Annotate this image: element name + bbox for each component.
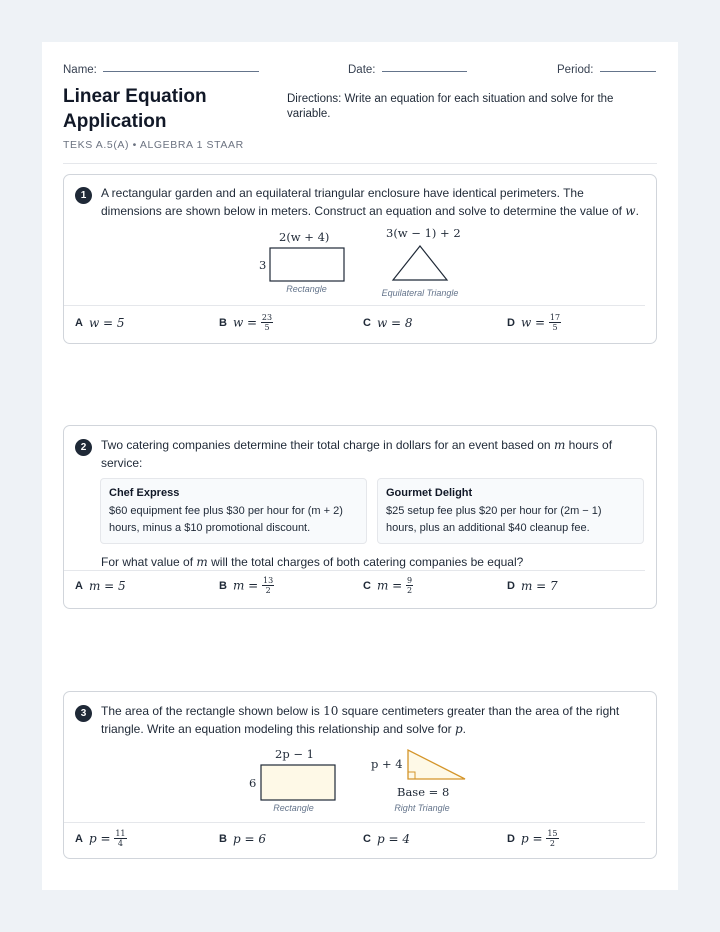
- header-divider: [63, 163, 657, 164]
- triangle-caption: Right Triangle: [394, 803, 450, 813]
- choice-a[interactable]: A w = 5: [75, 315, 125, 330]
- company-line-1: $60 equipment fee plus $30 per hour for (m + 2): [109, 505, 343, 517]
- company-name: Gourmet Delight: [386, 487, 473, 499]
- choice-d[interactable]: D p = $\frac{15}{2}$: [507, 829, 558, 848]
- rect-width-label: 2(w + 4): [279, 230, 330, 244]
- page-title: Linear Equation Application: [63, 86, 207, 132]
- choice-c[interactable]: C p = 4: [363, 831, 410, 846]
- right-triangle-figure: [406, 748, 468, 782]
- choice-a[interactable]: A m = 5: [75, 578, 126, 593]
- period-label: Period:: [557, 64, 594, 76]
- question-card-3: [63, 691, 657, 859]
- company-name: Chef Express: [109, 487, 180, 499]
- triangle-caption: Equilateral Triangle: [381, 288, 459, 298]
- choice-b[interactable]: B m = $\frac{13}{2}$: [219, 576, 274, 595]
- standards-subtitle: TEKS A.5(A) • ALGEBRA 1 STAAR: [63, 139, 244, 151]
- worksheet: [42, 42, 678, 890]
- date-line: [382, 71, 467, 72]
- question-number-badge: 3: [75, 705, 92, 722]
- equilateral-triangle-figure: [390, 244, 450, 284]
- triangle-side-label: 3(w − 1) + 2: [386, 226, 461, 240]
- rect-caption: Rectangle: [286, 284, 327, 294]
- company-line-1: $25 setup fee plus $20 per hour for (2m − 1): [386, 505, 602, 517]
- company-box-gourmet-delight: [377, 478, 644, 544]
- choices-divider: [64, 305, 645, 306]
- company-line-2: hours, plus an additional $40 cleanup fee.: [386, 522, 590, 534]
- period-line: [600, 71, 656, 72]
- choice-b[interactable]: B p = 6: [219, 831, 266, 846]
- directions: Directions: Write an equation for each situation and solve for the variable.: [287, 93, 614, 120]
- rect-width-label: 2p − 1: [275, 747, 314, 761]
- choice-a[interactable]: A p = $\frac{11}{4}$: [75, 829, 126, 848]
- date-label: Date:: [348, 64, 376, 76]
- question-number-badge: 2: [75, 439, 92, 456]
- question-number-badge: 1: [75, 187, 92, 204]
- question-text: The area of the rectangle shown below is 10 square centimeters greater than the area of the right triangle. Write an equation modeling this relationship and solve for p.: [101, 704, 620, 736]
- choices-divider: [64, 822, 645, 823]
- rect-height-label: 6: [249, 776, 257, 790]
- rect-height-label: 3: [259, 258, 267, 272]
- choice-c[interactable]: C m = $\frac{9}{2}$: [363, 576, 413, 595]
- choice-b[interactable]: B w = $\frac{23}{5}$: [219, 313, 273, 332]
- triangle-height-label: p + 4: [371, 757, 403, 771]
- company-box-chef-express: [100, 478, 367, 544]
- rect-caption: Rectangle: [273, 803, 314, 813]
- rectangle-figure: [260, 764, 338, 802]
- name-line: [103, 71, 259, 72]
- question-prompt: For what value of m will the total charges of both catering companies be equal?: [101, 555, 524, 569]
- triangle-base-label: Base = 8: [397, 785, 450, 799]
- question-card-1: [63, 174, 657, 344]
- rectangle-figure: [269, 247, 347, 283]
- choices-divider: [64, 570, 645, 571]
- question-text: A rectangular garden and an equilateral triangular enclosure have identical perimeters. The dimensions are shown below in meters. Construct an equation and solve to determine the value of w.: [101, 186, 639, 218]
- choice-c[interactable]: C w = 8: [363, 315, 413, 330]
- question-card-2: [63, 425, 657, 609]
- name-label: Name:: [63, 64, 97, 76]
- choice-d[interactable]: D m = 7: [507, 578, 558, 593]
- company-line-2: hours, minus a $10 promotional discount.: [109, 522, 311, 534]
- question-text: Two catering companies determine their total charge in dollars for an event based on m hours of service:: [101, 438, 613, 470]
- choice-d[interactable]: D w = $\frac{17}{5}$: [507, 313, 561, 332]
